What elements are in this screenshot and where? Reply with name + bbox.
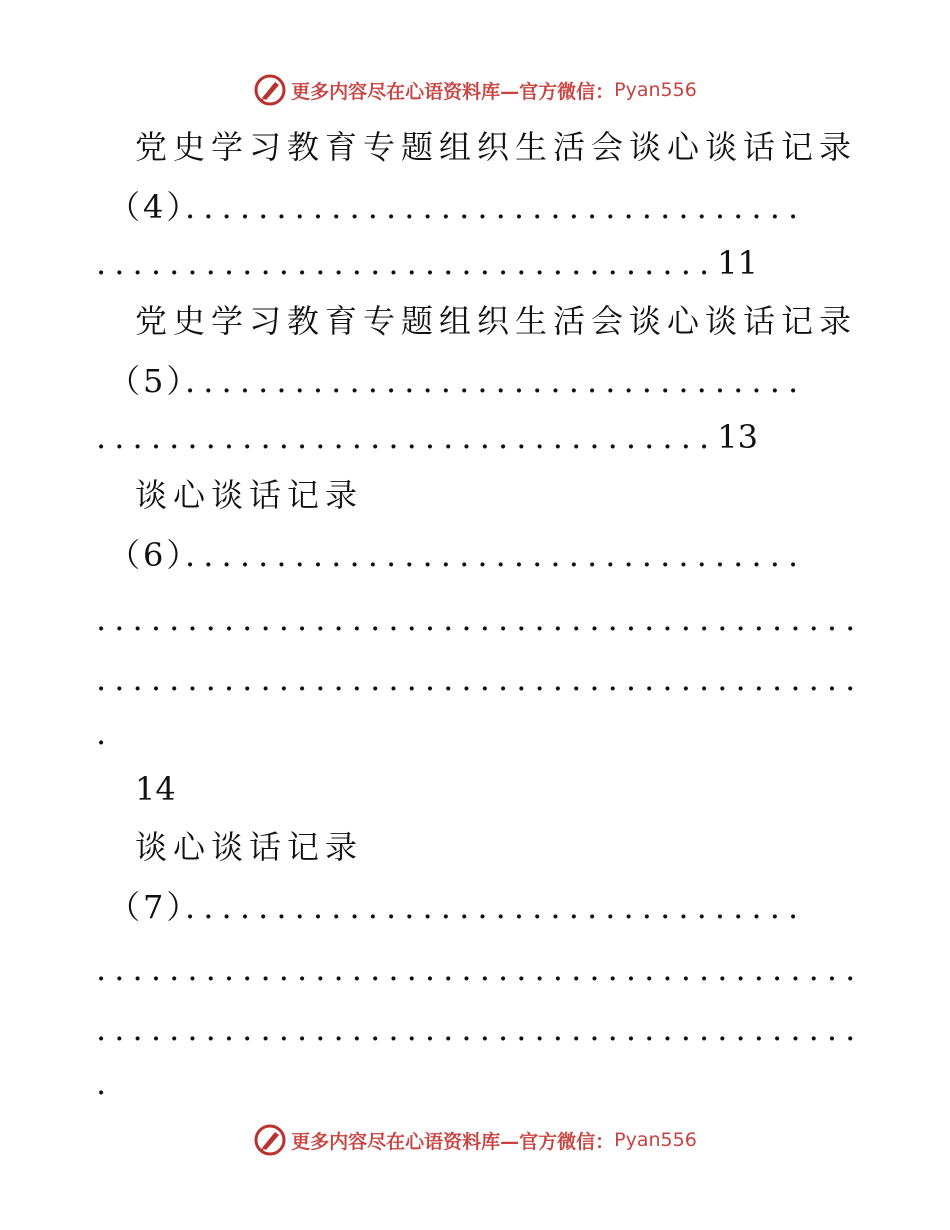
watermark-banner-bottom (0, 1120, 950, 1160)
leader-dots: .......................................... (96, 600, 864, 638)
toc-entry-label: （5） (108, 362, 202, 400)
watermark-banner-top (0, 70, 950, 110)
leader-dots: .......................................... (96, 950, 864, 988)
leader-dots: . (96, 1064, 115, 1102)
leader-dots: .................................. (185, 188, 807, 226)
leader-dots: . (96, 714, 115, 752)
toc-entry-label: （6） (108, 536, 202, 574)
watermark-text: 更多内容尽在心语资料库—官方微信： (291, 1130, 615, 1153)
toc-entry-title: 党史学习教育专题组织生活会谈心谈话记录 (135, 302, 858, 340)
toc-entry-label: （4） (108, 188, 202, 226)
toc-entry-page: 14 (135, 770, 176, 808)
toc-entry-title: 谈心谈话记录 (135, 828, 364, 866)
watermark-text: 更多内容尽在心语资料库—官方微信： (291, 80, 615, 103)
toc-entry-title: 谈心谈话记录 (135, 476, 364, 514)
watermark-wechat: Pyan556 (614, 79, 697, 101)
leader-dots: .................................. (96, 244, 718, 282)
toc-entry-label: （7） (108, 888, 202, 926)
leader-dots: .......................................... (96, 1010, 864, 1048)
pen-logo-icon (253, 73, 287, 107)
leader-dots: .......................................... (96, 660, 864, 698)
toc-entry-page: 13 (717, 418, 758, 456)
leader-dots-with-page (96, 238, 758, 288)
toc-entry-title: 党史学习教育专题组织生活会谈心谈话记录 (135, 128, 858, 166)
pen-logo-icon (253, 1123, 287, 1157)
leader-dots: .................................. (185, 362, 807, 400)
leader-dots: .................................. (96, 418, 718, 456)
leader-dots: .................................. (185, 888, 807, 926)
leader-dots: .................................. (185, 536, 807, 574)
leader-dots-with-page (96, 412, 758, 462)
toc-entry-page: 11 (717, 244, 758, 282)
watermark-wechat: Pyan556 (614, 1129, 697, 1151)
